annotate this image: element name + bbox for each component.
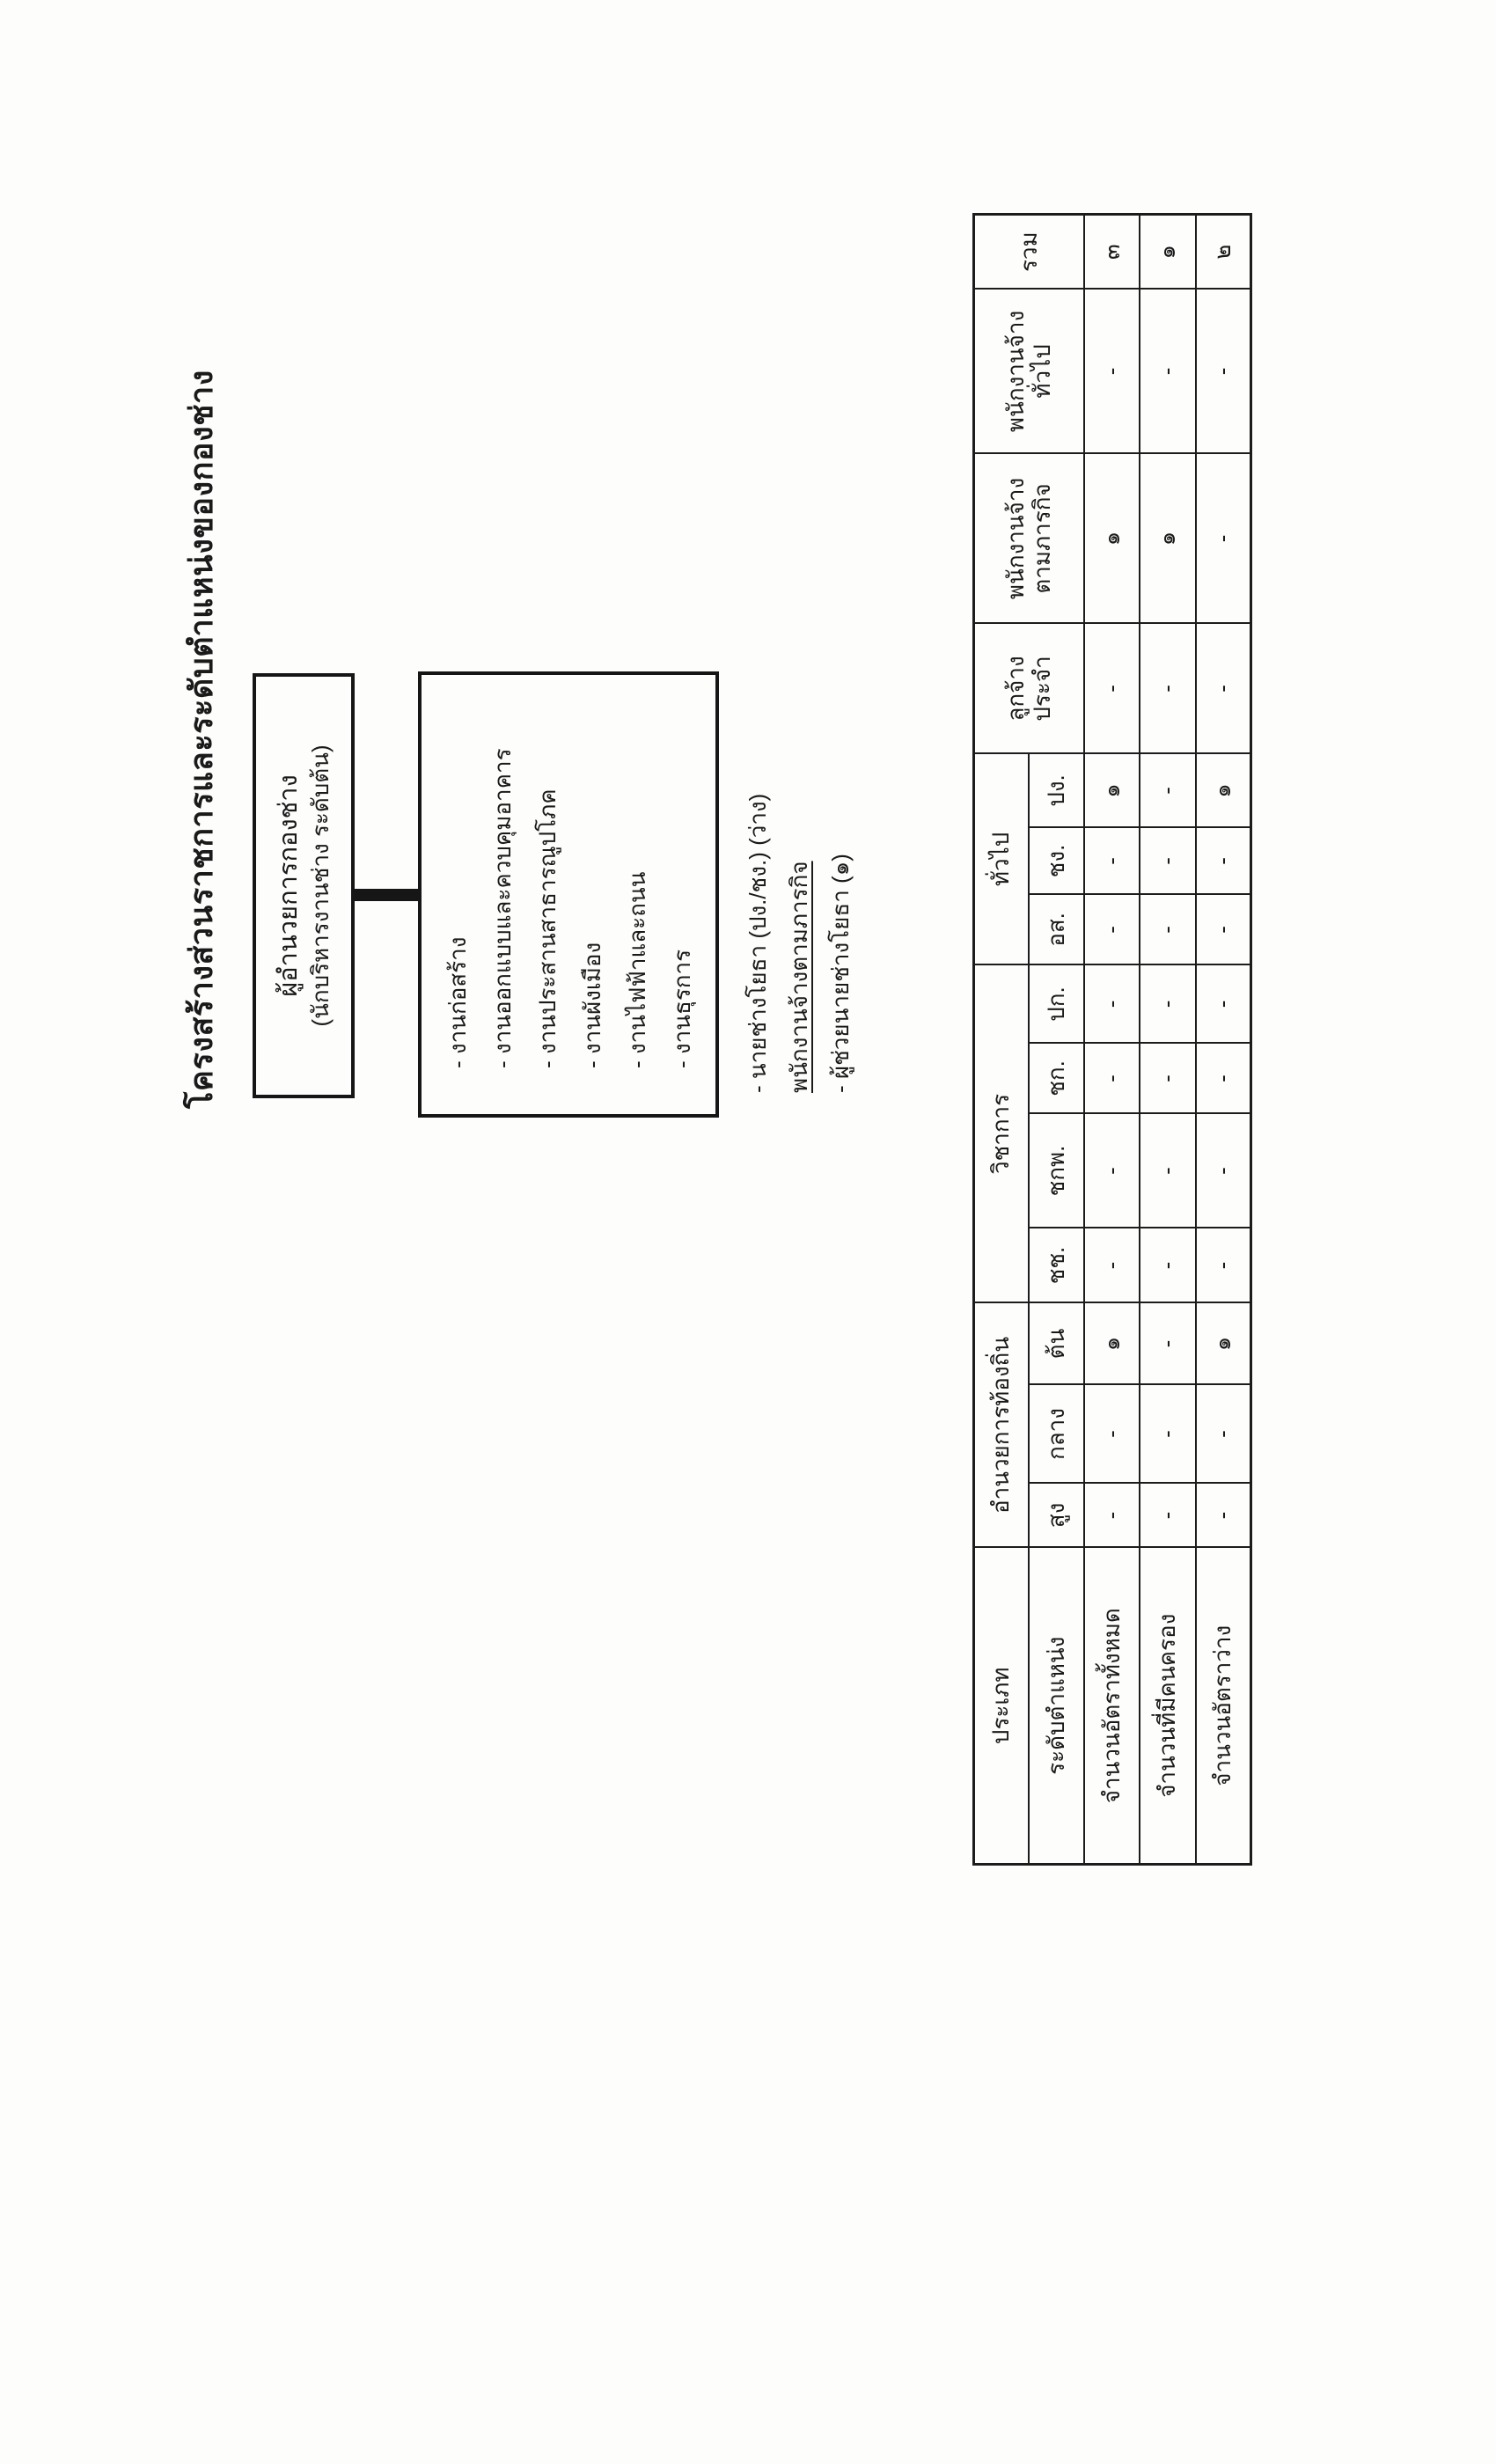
table-value-cell: - — [1084, 1228, 1140, 1302]
table-value-cell: - — [1140, 1484, 1196, 1548]
table-value-cell: - — [1196, 827, 1251, 894]
table-group-local-admin: อำนวยการท้องถิ่น — [974, 1302, 1029, 1547]
org-chart-connector-line — [353, 889, 420, 901]
level-os: อส. — [1029, 894, 1084, 964]
table-corner-level: ระดับตำแหน่ง — [1029, 1548, 1084, 1865]
level-chng: ชง. — [1029, 827, 1084, 894]
table-value-cell: - — [1140, 1113, 1196, 1228]
table-col-permanent-employee — [974, 623, 1084, 753]
level-ton: ต้น — [1029, 1302, 1084, 1384]
level-chk: ชก. — [1029, 1043, 1084, 1113]
table-value-cell: - — [1196, 1385, 1251, 1484]
level-png: ปง. — [1029, 753, 1084, 827]
table-value-cell: ๑ — [1140, 214, 1196, 289]
note-assistant-civil-works: - ผู้ช่วยนายช่างโยธา (๑) — [827, 854, 854, 1093]
note-mission-employees-heading: พนักงานจ้างตามภารกิจ — [786, 861, 812, 1093]
org-chart-director-box — [253, 673, 355, 1098]
table-value-cell: - — [1084, 289, 1140, 453]
table-value-cell: ๑ — [1084, 753, 1140, 827]
level-chkp: ชกพ. — [1029, 1113, 1084, 1228]
table-value-cell: - — [1084, 1484, 1140, 1548]
section-item-public-utilities: - งานประสานสาธารณูปโภค — [534, 788, 561, 1068]
note-civil-works-officer: - นายช่างโยธา (ปง./ชง.) (ว่าง) — [744, 793, 771, 1093]
table-value-cell: - — [1084, 894, 1140, 964]
table-value-cell: - — [1196, 1113, 1251, 1228]
row-label-total-positions: จำนวนอัตราทั้งหมด — [1084, 1548, 1140, 1865]
table-value-cell: - — [1140, 964, 1196, 1043]
table-value-cell: - — [1084, 1113, 1140, 1228]
table-group-general: ทั่วไป — [974, 753, 1029, 964]
section-item-electric-roads: - งานไฟฟ้าและถนน — [624, 871, 650, 1068]
director-position-subtitle: (นักบริหารงานช่าง ระดับต้น) — [307, 744, 334, 1027]
table-group-academic: วิชาการ — [974, 964, 1029, 1302]
table-value-cell: - — [1196, 453, 1251, 623]
row-label-occupied-positions: จำนวนที่มีคนครอง — [1140, 1548, 1196, 1865]
table-value-cell: ๑ — [1084, 453, 1140, 623]
table-value-cell: ๑ — [1084, 1302, 1140, 1384]
staffing-summary-table — [972, 213, 1252, 1866]
row-label-vacant-positions: จำนวนอัตราว่าง — [1196, 1548, 1251, 1865]
table-value-cell: ๑ — [1196, 753, 1251, 827]
table-value-cell: ๒ — [1196, 214, 1251, 289]
org-chart-sections-box — [418, 671, 719, 1118]
table-value-cell: - — [1140, 827, 1196, 894]
table-value-cell: - — [1196, 1484, 1251, 1548]
table-row-occupied-positions — [1140, 214, 1196, 1864]
table-value-cell: - — [1140, 753, 1196, 827]
table-value-cell: - — [1084, 827, 1140, 894]
level-chch: ชช. — [1029, 1228, 1084, 1302]
table-value-cell: - — [1140, 1385, 1196, 1484]
table-value-cell: - — [1084, 623, 1140, 753]
table-col-mission-employee — [974, 453, 1084, 623]
table-value-cell: - — [1140, 1228, 1196, 1302]
table-col-total: รวม — [974, 214, 1084, 289]
table-row-total-positions — [1084, 214, 1140, 1864]
table-value-cell: - — [1196, 1228, 1251, 1302]
section-item-town-planning: - งานผังเมือง — [579, 942, 605, 1068]
table-value-cell: ๑ — [1140, 453, 1196, 623]
table-value-cell: - — [1140, 1043, 1196, 1113]
section-item-design-control: - งานออกแบบและควบคุมอาคาร — [489, 748, 516, 1068]
table-value-cell: - — [1140, 623, 1196, 753]
table-value-cell: ๓ — [1084, 214, 1140, 289]
section-item-administration: - งานธุรการ — [669, 949, 695, 1068]
director-position-title: ผู้อำนวยการกองช่าง — [275, 774, 303, 997]
mission-employee-label: พนักงานจ้าง ตามภารกิจ — [1002, 477, 1056, 600]
table-value-cell: - — [1196, 964, 1251, 1043]
document-title: โครงสร้างส่วนราชการและระดับตำแหน่งของกองช่าง — [183, 370, 219, 1109]
level-pk: ปก. — [1029, 964, 1084, 1043]
table-value-cell: ๑ — [1196, 1302, 1251, 1384]
general-employee-label: พนักงานจ้าง ทั่วไป — [1002, 310, 1056, 433]
table-value-cell: - — [1140, 894, 1196, 964]
table-corner-type: ประเภท — [974, 1548, 1029, 1865]
level-sung: สูง — [1029, 1484, 1084, 1548]
level-klang: กลาง — [1029, 1385, 1084, 1484]
table-col-general-employee — [974, 289, 1084, 453]
table-value-cell: - — [1196, 1043, 1251, 1113]
table-value-cell: - — [1084, 1043, 1140, 1113]
table-value-cell: - — [1196, 894, 1251, 964]
table-value-cell: - — [1196, 289, 1251, 453]
table-row-vacant-positions — [1196, 214, 1251, 1864]
table-value-cell: - — [1196, 623, 1251, 753]
section-item-construction: - งานก่อสร้าง — [444, 936, 471, 1068]
table-value-cell: - — [1140, 289, 1196, 453]
permanent-employee-label: ลูกจ้าง ประจำ — [1002, 656, 1056, 722]
table-value-cell: - — [1140, 1302, 1196, 1384]
staffing-notes — [737, 477, 862, 1093]
table-value-cell: - — [1084, 964, 1140, 1043]
table-value-cell: - — [1084, 1385, 1140, 1484]
